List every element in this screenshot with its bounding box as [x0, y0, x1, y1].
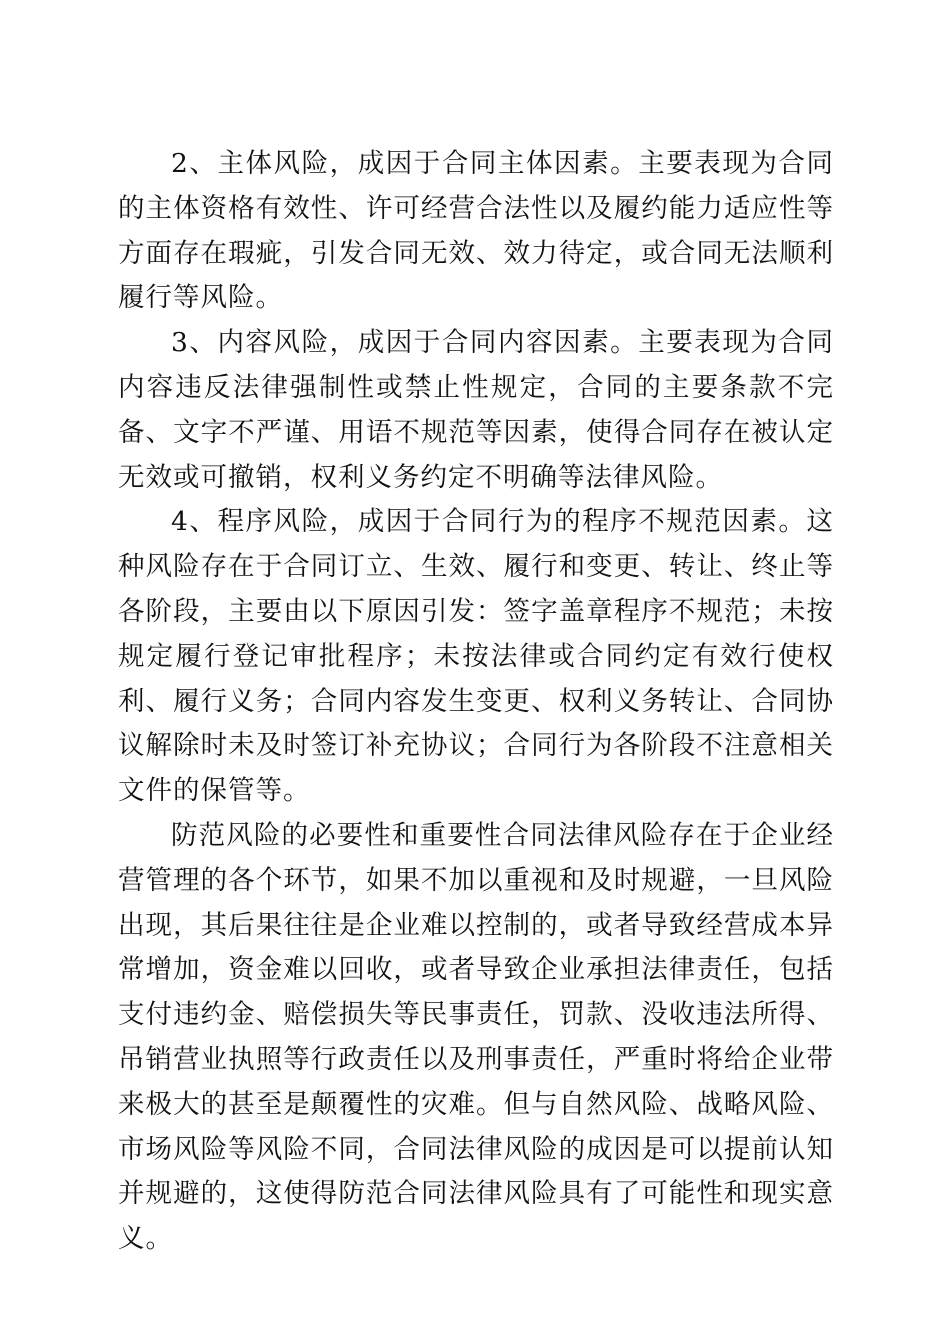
document-body — [118, 142, 834, 1262]
paragraph-subject-risk: 2、主体风险，成因于合同主体因素。主要表现为合同的主体资格有效性、许可经营合法性以及履约能力适应性等方面存在瑕疵，引发合同无效、效力待定，或合同无法顺利履行等风险。 — [118, 148, 834, 314]
paragraph-risk-prevention: 防范风险的必要性和重要性合同法律风险存在于企业经营管理的各个环节，如果不加以重视和及时规避，一旦风险出现，其后果往往是企业难以控制的，或者导致经营成本异常增加，资金难以回收，或者导致企业承担法律责任，包括支付违约金、赔偿损失等民事责任，罚款、没收违法所得、吊销营业执照等行政责任以及刑事责任，严重时将给企业带来极大的甚至是颠覆性的灾难。但与自然风险、战略风险、市场风险等风险不同，合同法律风险的成因是可以提前认知并规避的，这使得防范合同法律风险具有了可能性和现实意义。 — [118, 819, 834, 1255]
paragraph-content-risk: 3、内容风险，成因于合同内容因素。主要表现为合同内容违反法律强制性或禁止性规定，合同的主要条款不完备、文字不严谨、用语不规范等因素，使得合同存在被认定无效或可撤销，权利义务约定不明确等法律风险。 — [118, 327, 834, 493]
paragraph-procedure-risk: 4、程序风险，成因于合同行为的程序不规范因素。这种风险存在于合同订立、生效、履行和变更、转让、终止等各阶段，主要由以下原因引发：签字盖章程序不规范；未按规定履行登记审批程序；未按法律或合同约定有效行使权利、履行义务；合同内容发生变更、权利义务转让、合同协议解除时未及时签订补充协议；合同行为各阶段不注意相关文件的保管等。 — [118, 506, 834, 807]
